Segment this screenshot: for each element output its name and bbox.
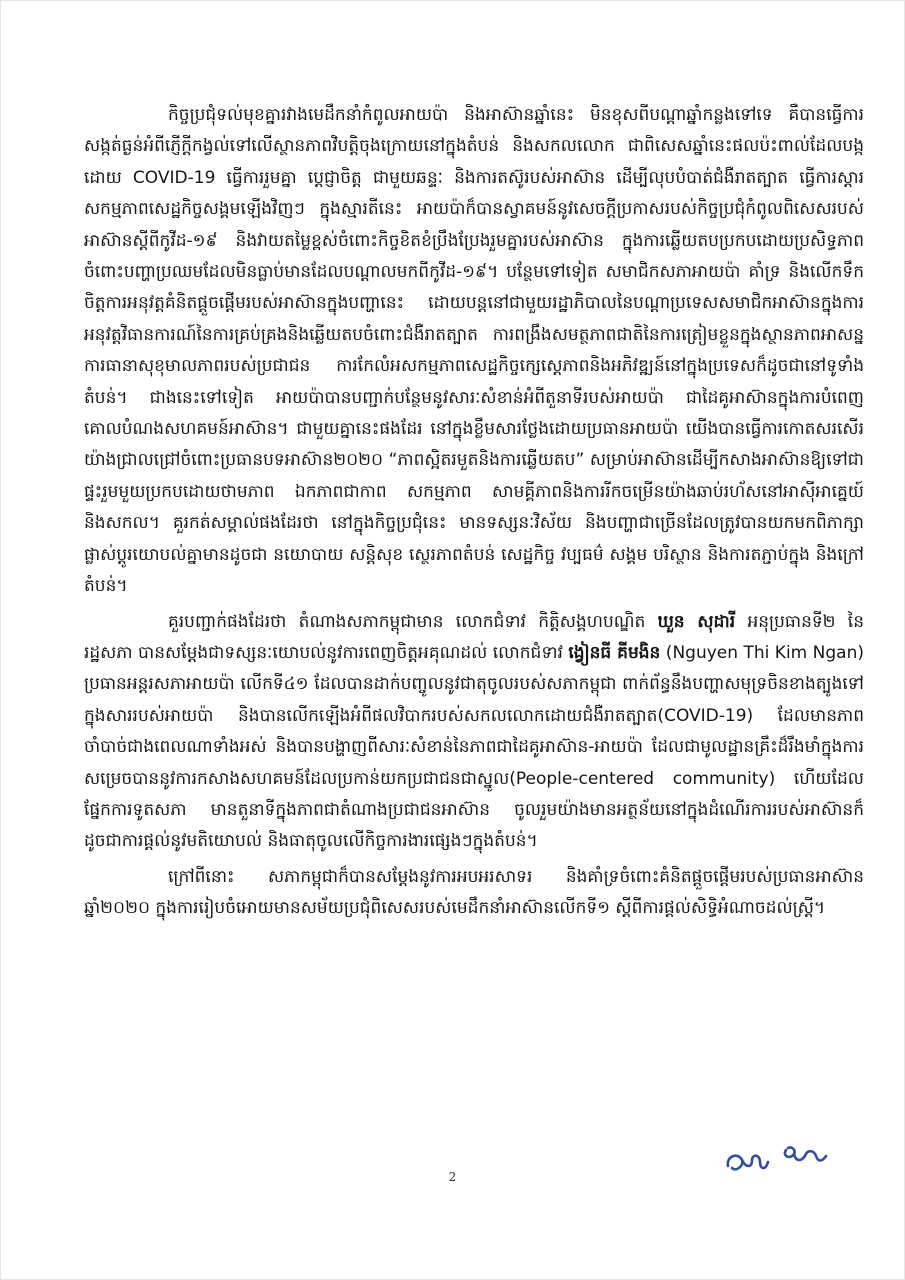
paragraph-3: ក្រៅពីនោះ សភាកម្ពុជាក៏បានសម្ដែងនូវការអបអរសាទរ និងគាំទ្រចំពោះគំនិតផ្ដួចផ្ដើមរបស់ប្រធានអាស៊ានឆ្នាំ២០២០ ក្នុងការរៀបចំអោយមានសម័យប្រជុំពិសេសរបស់មេដឹកនាំអាស៊ានលើកទី១ ស្ដីពីការផ្ដល់សិទ្ធិអំណាចដល់ស្ត្រី។ [84,866,864,919]
person-name-2: ង្វៀនធី គីមងិន [568,642,661,663]
page-number: 2 [448,1170,457,1184]
paragraph-2-part-1: គួរបញ្ជាក់ផងដែរថា តំណាងសភាកម្ពុជាមាន លោកជំទាវ កិត្តិសង្គហបណ្ឌិត [168,611,658,632]
document-body [84,100,864,929]
paragraph-2 [84,607,864,858]
paragraph-1: កិច្ចប្រជុំទល់មុខគ្នារវាងមេដឹកនាំកំពូលអាយប៉ា និងអាស៊ានឆ្នាំនេះ មិនខុសពីបណ្ដាឆ្នាំកន្លងទៅទេ គឺបានធ្វើការសង្កត់ធ្ងន់អំពីភ្ញើក្ដីកង្វល់ទៅលើស្ថានភាពវិបត្តិចុងក្រោយនៅក្នុងតំបន់ និងសកលលោក ជាពិសេសឆ្នាំនេះផលប៉ះពាល់ដែលបង្កដោយ COVID-19 ធ្វើការរួមគ្នា ប្ដេជ្ញាចិត្ត ជាមួយឆន្ទៈ និងការតស៊ូរបស់អាស៊ាន ដើម្បីលុបបំបាត់ជំងឺរាតត្បាត ធ្វើការស្ដារសកម្មភាពសេដ្ឋកិច្ចសង្គមឡើងវិញៗ ក្នុងស្មារតីនេះ អាយប៉ាក៏បានស្វាគមន៍នូវសេចក្ដីប្រកាសរបស់កិច្ចប្រជុំកំពូលពិសេសរបស់អាស៊ានស្ដីពីកូវីដ-១៩ និងវាយតម្លៃខ្ពស់ចំពោះកិច្ចខិតខំប្រឹងប្រែងរួមគ្នារបស់អាស៊ាន ក្នុងការឆ្លើយតបប្រកបដោយប្រសិទ្ធភាពចំពោះបញ្ហាប្រឈមដែលមិនធ្លាប់មានដែលបណ្ដាលមកពីកូវីដ-១៩។ បន្ថែមទៅទៀត សមាជិកសភាអាយប៉ា គាំទ្រ និងលើកទឹកចិត្តការអនុវត្តគំនិតផ្ដួចផ្ដើមរបស់អាស៊ានក្នុងបញ្ហានេះ ដោយបន្តនៅជាមួយរដ្ឋាភិបាលនៃបណ្ដាប្រទេសសមាជិកអាស៊ានក្នុងការអនុវត្តវិធានការណ៍នៃការគ្រប់គ្រងនិងឆ្លើយតបចំពោះជំងឺរាតត្បាត ការពង្រឹងសមត្ថភាពជាតិនៃការត្រៀមខ្លួនក្នុងស្ថានភាពអាសន្ន ការធានាសុខុមាលភាពរបស់ប្រជាជន ការកែលំអសកម្មភាពសេដ្ឋកិច្ចក្សេស្ដេភាពនិងអភិវឌ្ឍន៍នៅក្នុងប្រទេសក៏ដូចជានៅទូទាំងតំបន់។ ជាងនេះទៅទៀត អាយប៉ាបានបញ្ជាក់បន្ថែមនូវសារៈសំខាន់អំពីតួនាទីរបស់អាយប៉ា ជាដៃគូអាស៊ានក្នុងការបំពេញគោលបំណងសហគមន៍អាស៊ាន។ ជាមួយគ្នានេះផងដែរ នៅក្នុងខ្លឹមសារថ្លែងដោយប្រធានអាយប៉ា យើងបានធ្វើការកោតសរសើរយ៉ាងជ្រាលជ្រៅចំពោះប្រធានបទអាស៊ាន២០២០ “ភាពស្អិតរមួតនិងការឆ្លើយតប” សម្រាប់អាស៊ានដើម្បីកសាងអាស៊ានឱ្យទៅជាផ្ទះរួមមួយប្រកបដោយថាមភាព ឯកភាពជាកាព សកម្មភាព សាមគ្គីភាពនិងការរីកចម្រើនយ៉ាងឆាប់រហ័សនៅអាស៊ីអាគ្នេយ៍ និងសកល។ គួរកត់សម្គាល់ផងដែរថា នៅក្នុងកិច្ចប្រជុំនេះ មានទស្សនៈវិស័យ និងបញ្ហាជាច្រើនដែលត្រូវបានយកមកពិភាក្សាផ្លាស់ប្ដូរយោបល់គ្នាមានដូចជា នយោបាយ សន្តិសុខ ស្ថេរភាពតំបន់ សេដ្ឋកិច្ច វប្បធម៌ សង្គម បរិស្ថាន និងការតភ្ជាប់ក្នុង និងក្រៅតំបន់។ [84,105,864,597]
paragraph-2-part-2: អនុប្រធានទី២ នៃរដ្ឋសភា បានសម្ដែងជាទស្សនៈយោបល់នូវការពេញចិត្តអគុណដល់ លោកជំទាវ [84,611,864,663]
paragraph-2-part-3: (Nguyen Thi Kim Ngan) ប្រធានអន្តរសភាអាយប៉ា លើកទី៤១ ដែលបានដាក់បញ្ចូលនូវជាតុចូលរបស់សភាកម្ពុជា ពាក់ព័ន្ធនឹងបញ្ហាសមុទ្រចិនខាងត្បូងទៅក្នុងសាររបស់អាយប៉ា និងបានលើកឡើងអំពីផលវិបាករបស់សកលលោកដោយជំងឺរាតត្បាត(COVID-19) ដែលមានភាពចាំបាច់ជាងពេលណាទាំងអស់ និងបានបង្ហាញពីសារៈសំខាន់នៃភាពជាដៃគូអាស៊ាន-អាយប៉ា ដែលជាមូលដ្ឋានគ្រឹះដ៏រឹងមាំក្នុងការសម្រេចបាននូវការកសាងសហគមន៍ដែលប្រកាន់យកប្រជាជនជាស្នូល(People-centered community) ហើយដែលផ្នែកការទូតសភា មានតួនាទីក្នុងភាពជាតំណាងប្រជាជនអាស៊ាន ចូលរួមយ៉ាងមានអត្ថន័យនៅក្នុងដំណើរការរបស់អាស៊ានក៏ដូចជាការផ្ដល់នូវមតិយោបល់ និងធាតុចូលលើកិច្ចការងារផ្សេងៗក្នុងតំបន់។ [84,642,864,852]
person-name-1: ឃួន សុដារី [657,611,736,632]
